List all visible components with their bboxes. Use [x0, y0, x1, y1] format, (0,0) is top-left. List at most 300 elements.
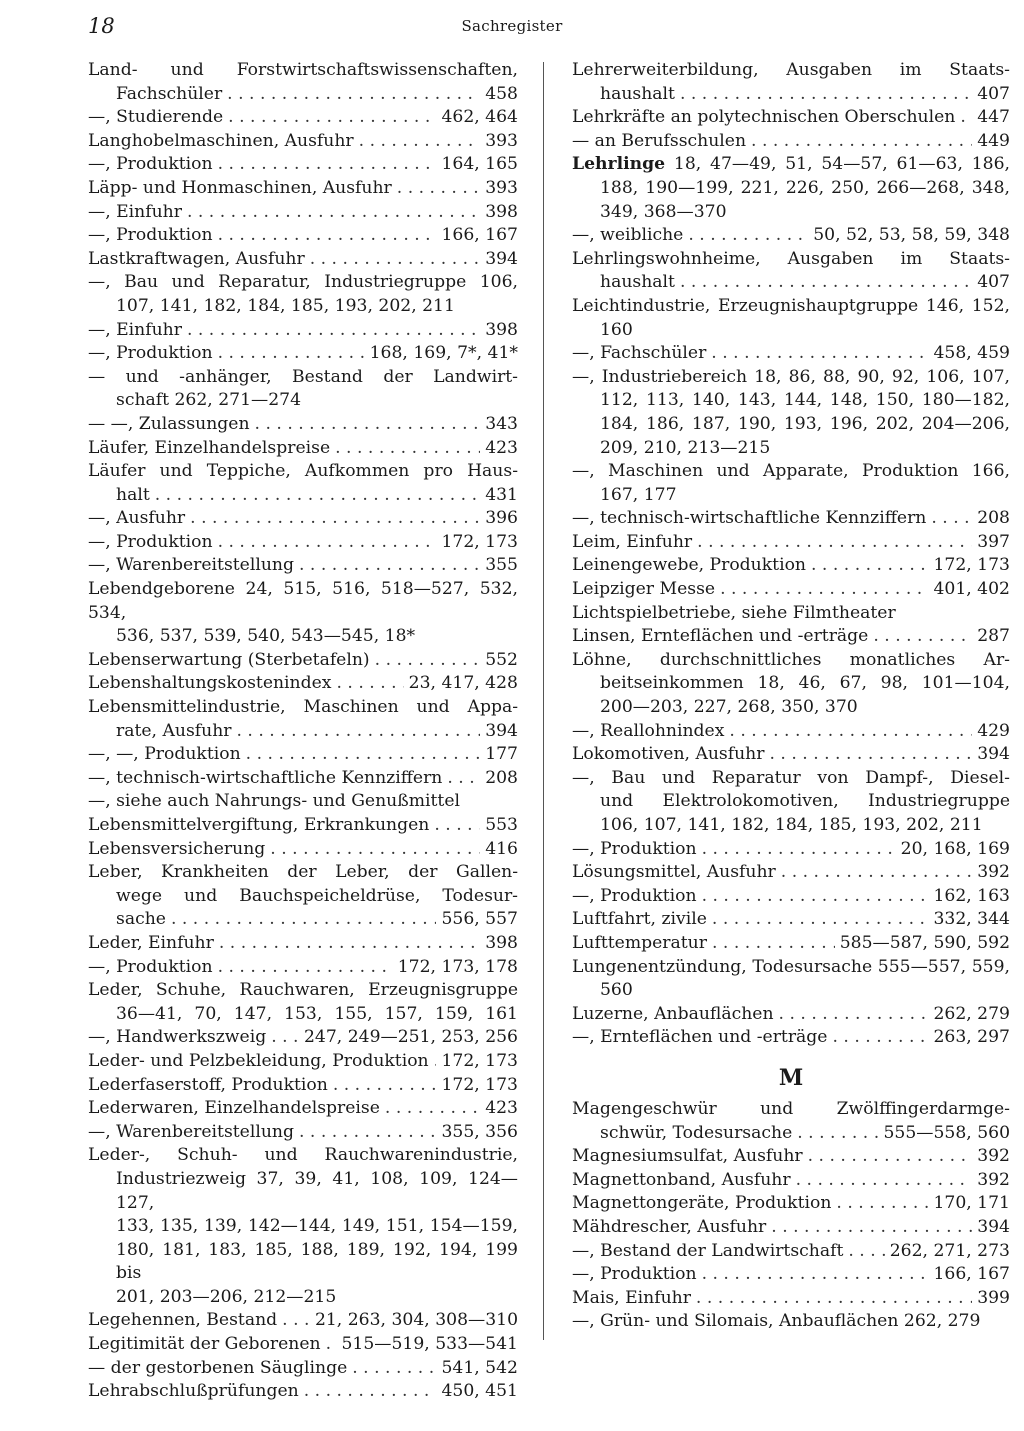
leader-dots — [190, 507, 480, 531]
page-references: 172, 173 — [441, 531, 518, 552]
index-line — [88, 1050, 518, 1074]
entry-term: Lederwaren, Einzelhandelspreise — [88, 1098, 380, 1119]
page-references: 399 — [977, 1287, 1010, 1308]
index-line: 560 — [600, 980, 633, 1001]
index-line: 133, 135, 139, 142—144, 149, 151, 154—159, — [116, 1216, 518, 1237]
index-line — [88, 1026, 518, 1050]
index-entry — [572, 1240, 1010, 1264]
leader-dots — [352, 1357, 436, 1381]
index-entry — [88, 413, 518, 437]
page-references: 23, 417, 428 — [408, 673, 518, 694]
page-references: 401, 402 — [933, 579, 1010, 600]
index-column-right — [572, 59, 1010, 1334]
entry-term: Lederfaserstoff, Produktion — [88, 1074, 328, 1095]
index-entry — [88, 224, 518, 248]
entry-term: Leder- und Pelzbekleidung, Produktion — [88, 1050, 429, 1071]
index-line — [88, 1380, 518, 1404]
index-entry — [572, 1263, 1010, 1287]
page-references: 208 — [485, 767, 518, 788]
index-entry — [572, 1287, 1010, 1311]
index-line — [572, 271, 1010, 295]
index-line — [572, 743, 1010, 767]
index-entry — [88, 554, 518, 578]
index-entry — [88, 1144, 518, 1309]
entry-term: —, Reallohnindex — [572, 720, 725, 741]
running-title: Sachregister — [461, 17, 563, 35]
index-entry — [572, 649, 1010, 720]
page-references: 166, 167 — [441, 225, 518, 246]
page-references: 343 — [485, 413, 518, 434]
entry-term: sache — [116, 909, 166, 930]
page-references: 394 — [977, 744, 1010, 765]
leader-dots — [218, 956, 393, 980]
entry-term: —, Handwerkszweig — [88, 1027, 267, 1048]
entry-term: —, Ernteflächen und -erträge — [572, 1027, 828, 1048]
index-entry — [572, 554, 1010, 578]
leader-dots — [811, 554, 928, 578]
index-line: Lehrerweiterbildung, Ausgaben im Staats- — [572, 60, 1010, 80]
page-references: 332, 344 — [933, 909, 1010, 930]
page-number: 18 — [88, 14, 115, 38]
leader-dots — [680, 271, 972, 295]
index-entry — [88, 271, 518, 318]
page-references: 20, 168, 169 — [900, 838, 1010, 859]
entry-term: — an Berufsschulen — [572, 130, 747, 151]
index-line — [88, 224, 518, 248]
entry-term: schwür, Todesursache — [600, 1122, 793, 1143]
entry-term: Luzerne, Anbauflächen — [572, 1003, 774, 1024]
page-references: 398 — [485, 201, 518, 222]
index-entry — [88, 578, 518, 649]
index-line: Lichtspielbetriebe, siehe Filmtheater — [572, 602, 896, 623]
index-line — [572, 342, 1010, 366]
leader-dots — [218, 153, 437, 177]
leader-dots — [688, 224, 808, 248]
leader-dots — [702, 838, 896, 862]
index-line — [572, 1263, 1010, 1287]
section-letter: M — [778, 1064, 804, 1091]
entry-term: —, Bestand der Landwirtschaft — [572, 1240, 844, 1261]
index-line: und Elektrolokomotiven, Industriegruppe — [600, 791, 1010, 812]
entry-text: 18, 47—49, 51, 54—57, 61—63, 186, — [665, 154, 1010, 175]
index-line — [88, 1309, 518, 1333]
index-entry — [88, 460, 518, 507]
index-entry — [88, 790, 518, 814]
index-entry — [88, 1380, 518, 1404]
entry-term: Magnettonband, Ausfuhr — [572, 1169, 791, 1190]
index-line — [88, 932, 518, 956]
index-entry — [88, 507, 518, 531]
entry-term: —, Produktion — [572, 885, 697, 906]
index-line — [88, 908, 518, 932]
index-line: Löhne, durchschnittliches monatliches Ar- — [572, 649, 1010, 670]
entry-term: —, Produktion — [572, 1264, 697, 1285]
page-references: 416 — [485, 838, 518, 859]
index-entry — [88, 767, 518, 791]
index-line: Lungenentzündung, Todesursache 555—557, 559, — [572, 956, 1010, 977]
leader-dots — [711, 342, 928, 366]
index-line: 201, 203—206, 212—215 — [116, 1286, 337, 1307]
index-line — [88, 507, 518, 531]
page-references: 355 — [485, 555, 518, 576]
index-entry — [572, 1216, 1010, 1240]
leader-dots — [187, 201, 480, 225]
entry-term: —, Produktion — [88, 154, 213, 175]
index-line: 349, 368—370 — [600, 201, 727, 222]
index-entry — [572, 248, 1010, 295]
entry-term: Lösungsmittel, Ausfuhr — [572, 862, 776, 883]
leader-dots — [304, 1380, 437, 1404]
index-line: —, Industriebereich 18, 86, 88, 90, 92, 106, 107, — [572, 366, 1010, 387]
index-line — [572, 130, 1010, 154]
leader-dots — [796, 1169, 973, 1193]
index-line — [572, 83, 1010, 107]
index-column-left — [88, 59, 518, 1404]
leader-dots — [779, 1003, 929, 1027]
index-entry — [88, 1121, 518, 1145]
leader-dots — [187, 319, 480, 343]
page-references: 170, 171 — [933, 1193, 1010, 1214]
leader-dots — [335, 437, 480, 461]
index-entry — [572, 743, 1010, 767]
leader-dots — [702, 1263, 929, 1287]
index-line: 200—203, 227, 268, 350, 370 — [600, 697, 858, 718]
index-entry — [88, 814, 518, 838]
entry-term: Lebenserwartung (Sterbetafeln) — [88, 649, 370, 670]
index-entry — [88, 649, 518, 673]
index-line — [88, 177, 518, 201]
index-entry — [572, 153, 1010, 224]
page-references: 541, 542 — [441, 1357, 518, 1378]
leader-dots — [702, 885, 929, 909]
leader-dots — [873, 625, 972, 649]
index-line: Magengeschwür und Zwölffingerdarmge- — [572, 1098, 1010, 1119]
leader-dots — [271, 1026, 299, 1050]
page-references: 50, 52, 53, 58, 59, 348 — [813, 225, 1010, 246]
page-references: 172, 173, 178 — [397, 956, 518, 977]
index-entry — [572, 507, 1010, 531]
index-line — [88, 1333, 518, 1357]
page-references: 392 — [977, 1169, 1010, 1190]
index-line — [88, 153, 518, 177]
index-line — [88, 413, 518, 437]
index-line — [572, 838, 1010, 862]
page-references: 208 — [977, 508, 1010, 529]
index-entry — [88, 437, 518, 461]
index-line — [88, 342, 518, 366]
entry-term: Langhobelmaschinen, Ausfuhr — [88, 130, 354, 151]
entry-term: —, Ausfuhr — [88, 508, 186, 529]
index-line — [88, 743, 518, 767]
leader-dots — [282, 1309, 310, 1333]
index-line: beitseinkommen 18, 46, 67, 98, 101—104, — [600, 673, 1010, 694]
page-references: 555—558, 560 — [883, 1122, 1010, 1143]
leader-dots — [836, 1192, 928, 1216]
index-line: —, siehe auch Nahrungs- und Genußmittel — [88, 791, 460, 812]
index-line: 107, 141, 182, 184, 185, 193, 202, 211 — [116, 295, 455, 316]
index-line — [572, 932, 1010, 956]
index-entry — [88, 1309, 518, 1333]
entry-term: Mähdrescher, Ausfuhr — [572, 1216, 767, 1237]
index-line: Leder-, Schuh- und Rauchwarenindustrie, — [88, 1145, 518, 1166]
leader-dots — [712, 932, 835, 956]
entry-term: Lufttemperatur — [572, 932, 707, 953]
page-references: 431 — [485, 484, 518, 505]
index-entry — [572, 885, 1010, 909]
index-line: schaft 262, 271—274 — [116, 390, 302, 411]
entry-term: Magnettongeräte, Produktion — [572, 1193, 832, 1214]
entry-term: Lebensmittelvergiftung, Erkrankungen — [88, 815, 430, 835]
index-entry — [572, 130, 1010, 154]
leader-dots — [697, 531, 972, 555]
index-line: 106, 107, 141, 182, 184, 185, 193, 202, 211 — [600, 815, 983, 835]
index-line — [572, 224, 1010, 248]
index-line: Lebendgeborene 24, 515, 516, 518—527, 532, 534, — [88, 579, 518, 623]
entry-term: —, Studierende — [88, 107, 224, 128]
leader-dots — [255, 413, 481, 437]
index-line — [88, 437, 518, 461]
index-entry — [572, 932, 1010, 956]
index-line — [572, 885, 1010, 909]
entry-term: Magnesiumsulfat, Ausfuhr — [572, 1146, 803, 1167]
index-line — [88, 1074, 518, 1098]
entry-term: Lebensversicherung — [88, 838, 266, 859]
index-line — [572, 507, 1010, 531]
index-entry — [88, 932, 518, 956]
index-entry — [88, 531, 518, 555]
leader-dots — [299, 554, 480, 578]
page-references: 162, 163 — [933, 885, 1010, 906]
page-references: 172, 173 — [933, 555, 1010, 576]
entry-term: —, Produktion — [88, 956, 213, 977]
entry-term: —, Produktion — [88, 343, 213, 364]
entry-term: Leinengewebe, Produktion — [572, 555, 806, 576]
leader-dots — [219, 932, 480, 956]
index-entry — [88, 1357, 518, 1381]
entry-term-bold: Lehrlinge — [572, 154, 666, 175]
index-line: 188, 190—199, 221, 226, 250, 266—268, 348, — [600, 177, 1010, 198]
entry-term: —, —, Produktion — [88, 744, 241, 765]
entry-term: haushalt — [600, 272, 675, 293]
entry-term: Leim, Einfuhr — [572, 531, 693, 552]
index-line — [88, 649, 518, 673]
leader-dots — [447, 767, 480, 791]
leader-dots — [218, 531, 437, 555]
index-line: 184, 186, 187, 190, 193, 196, 202, 204—206, — [600, 413, 1010, 434]
index-line: Lebensmittelindustrie, Maschinen und Appa- — [88, 697, 518, 718]
index-line — [572, 625, 1010, 649]
index-entry — [572, 602, 1010, 626]
index-entry — [572, 342, 1010, 366]
index-line: 36—41, 70, 147, 153, 155, 157, 159, 161 — [116, 1003, 518, 1024]
index-line — [88, 814, 518, 838]
index-entry — [88, 956, 518, 980]
entry-term: — —, Zulassungen — [88, 413, 250, 434]
index-line — [88, 83, 518, 107]
column-divider — [543, 62, 544, 1340]
leader-dots — [218, 342, 365, 366]
index-line — [88, 531, 518, 555]
index-line — [572, 1192, 1010, 1216]
index-line: Leichtindustrie, Erzeugnishauptgruppe 146, 152, — [572, 295, 1010, 316]
page-references: 168, 169, 7*, 41* — [369, 343, 518, 364]
leader-dots — [310, 248, 481, 272]
leader-dots — [246, 743, 481, 767]
page-references: 462, 464 — [441, 107, 518, 128]
index-entry — [572, 1003, 1010, 1027]
page-references: 164, 165 — [441, 154, 518, 175]
index-line — [572, 1026, 1010, 1050]
page-references: 447 — [977, 107, 1010, 128]
index-line: Leber, Krankheiten der Leber, der Gallen- — [88, 862, 518, 883]
index-line — [88, 201, 518, 225]
entry-term: —, Einfuhr — [88, 201, 182, 222]
index-entry — [88, 319, 518, 343]
entry-term: —, Einfuhr — [88, 319, 182, 340]
entry-term: —, Fachschüler — [572, 343, 707, 364]
page-references: 393 — [485, 130, 518, 151]
entry-term: rate, Ausfuhr — [116, 720, 232, 741]
leader-dots — [397, 177, 480, 201]
leader-dots — [237, 720, 481, 744]
page-references: 407 — [977, 272, 1010, 293]
leader-dots — [781, 861, 972, 885]
entry-term: Lokomotiven, Ausfuhr — [572, 744, 765, 765]
index-line — [572, 153, 1010, 177]
index-line: —, Bau und Reparatur von Dampf-, Diesel- — [572, 767, 1010, 788]
page-references: 585—587, 590, 592 — [839, 932, 1010, 953]
index-entry — [572, 956, 1010, 1003]
index-line — [572, 1169, 1010, 1193]
index-line: Lehrlingswohnheime, Ausgaben im Staats- — [572, 248, 1010, 269]
index-entry — [572, 838, 1010, 862]
index-entry — [88, 696, 518, 743]
index-line — [88, 720, 518, 744]
page-references: 449 — [977, 130, 1010, 151]
index-line — [88, 838, 518, 862]
index-line: Industriezweig 37, 39, 41, 108, 109, 124—127, — [116, 1168, 518, 1213]
page-references: 394 — [977, 1216, 1010, 1237]
leader-dots — [797, 1122, 878, 1146]
index-line: Leder, Schuhe, Rauchwaren, Erzeugnisgruppe — [88, 980, 518, 1001]
index-line: Land- und Forstwirtschaftswissenschaften, — [88, 60, 518, 80]
page-references: 458, 459 — [933, 343, 1010, 364]
entry-term: Luftfahrt, zivile — [572, 909, 707, 930]
entry-term: —, Warenbereitstellung — [88, 1121, 294, 1142]
page-references: 515—519, 533—541 — [341, 1334, 518, 1355]
leader-dots — [270, 838, 480, 862]
entry-term: Leipziger Messe — [572, 579, 716, 600]
leader-dots — [808, 1145, 973, 1169]
index-entry — [572, 578, 1010, 602]
leader-dots — [434, 1050, 437, 1074]
index-entry — [572, 1026, 1010, 1050]
index-entry — [572, 1098, 1010, 1145]
index-entry — [572, 1192, 1010, 1216]
index-line — [572, 1287, 1010, 1311]
page-references: 458 — [485, 83, 518, 104]
leader-dots — [848, 1240, 884, 1264]
index-line — [88, 554, 518, 578]
page-references: 429 — [977, 720, 1010, 741]
entry-term: halt — [116, 484, 150, 505]
index-line — [88, 1097, 518, 1121]
index-entry — [88, 106, 518, 130]
index-line: 180, 181, 183, 185, 188, 189, 192, 194, 199 bis — [116, 1239, 518, 1284]
leader-dots — [720, 578, 928, 602]
page-references: 398 — [485, 932, 518, 953]
index-entry — [88, 248, 518, 272]
page-references: 287 — [977, 626, 1010, 647]
leader-dots — [228, 106, 436, 130]
index-entry — [572, 59, 1010, 106]
page-references: 394 — [485, 248, 518, 269]
entry-term: Lehrabschlußprüfungen — [88, 1381, 299, 1402]
entry-term: —, Produktion — [88, 225, 213, 246]
index-entry — [88, 59, 518, 106]
leader-dots — [227, 83, 480, 107]
index-line: —, Grün- und Silomais, Anbauflächen 262, 279 — [572, 1311, 981, 1332]
page-references: 398 — [485, 319, 518, 340]
leader-dots — [375, 649, 481, 673]
index-line: wege und Bauchspeicheldrüse, Todesur- — [116, 885, 518, 906]
leader-dots — [960, 106, 972, 130]
entry-term: haushalt — [600, 83, 675, 104]
index-entry — [88, 1097, 518, 1121]
page-references: 450, 451 — [441, 1381, 518, 1402]
index-line — [88, 1357, 518, 1381]
entry-term: Lebenshaltungskostenindex — [88, 673, 332, 694]
page-references: 172, 173 — [441, 1050, 518, 1071]
index-line — [88, 319, 518, 343]
index-entry — [88, 838, 518, 862]
index-entry — [88, 201, 518, 225]
page-references: 21, 263, 304, 308—310 — [314, 1310, 518, 1331]
index-line — [88, 248, 518, 272]
entry-term: Legehennen, Bestand — [88, 1310, 278, 1331]
index-line — [88, 484, 518, 508]
leader-dots — [333, 1074, 437, 1098]
index-line — [88, 106, 518, 130]
entry-term: Mais, Einfuhr — [572, 1287, 691, 1308]
index-line — [88, 956, 518, 980]
leader-dots — [696, 1287, 972, 1311]
index-line — [88, 672, 518, 696]
index-entry — [572, 106, 1010, 130]
index-entry — [572, 1145, 1010, 1169]
entry-term: Fachschüler — [116, 83, 223, 104]
entry-term: —, weibliche — [572, 225, 684, 246]
entry-term: Lehrkräfte an polytechnischen Oberschulen — [572, 107, 956, 128]
page-references: 177 — [485, 744, 518, 765]
leader-dots — [832, 1026, 928, 1050]
index-entry — [572, 295, 1010, 342]
entry-term: —, Produktion — [572, 838, 697, 859]
index-entry — [572, 625, 1010, 649]
index-entry — [88, 130, 518, 154]
index-entry — [572, 767, 1010, 838]
entry-term: Legitimität der Geborenen — [88, 1334, 321, 1355]
index-line — [88, 767, 518, 791]
index-line: 209, 210, 213—215 — [600, 437, 771, 458]
page-references: 172, 173 — [441, 1074, 518, 1095]
index-line — [572, 1240, 1010, 1264]
index-line: 536, 537, 539, 540, 543—545, 18* — [116, 626, 416, 647]
index-entry — [572, 1310, 1010, 1334]
entry-term: Lastkraftwagen, Ausfuhr — [88, 248, 305, 269]
index-line — [572, 106, 1010, 130]
index-entry — [88, 177, 518, 201]
